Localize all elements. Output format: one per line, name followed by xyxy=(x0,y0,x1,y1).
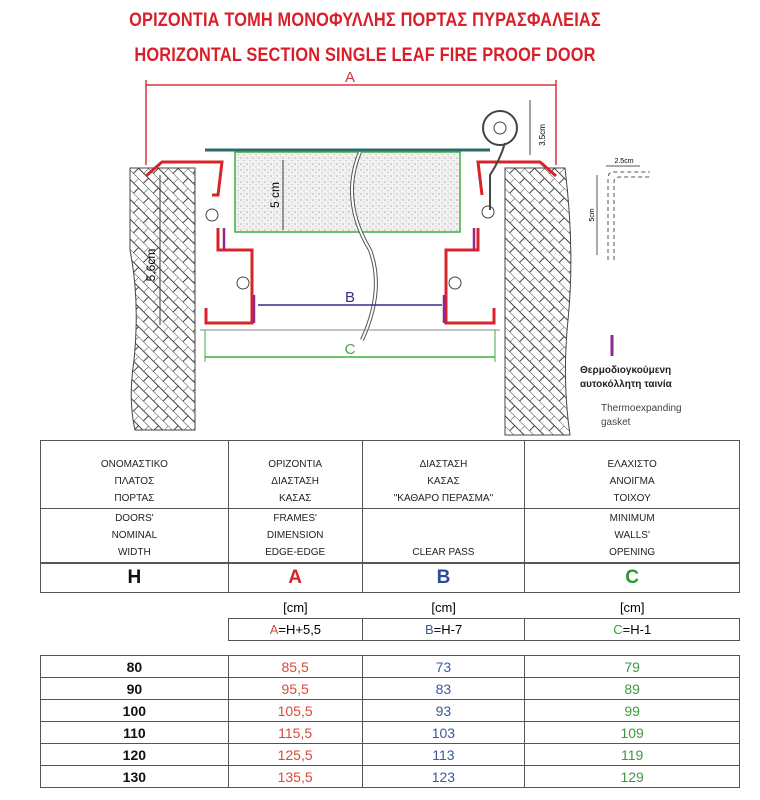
table-row xyxy=(41,700,740,722)
table-row xyxy=(41,722,740,744)
dimension-values-table xyxy=(40,655,740,788)
legend-greek-2: αυτοκόλλητη ταινία xyxy=(580,379,672,390)
formula-table xyxy=(228,596,740,641)
value-b: 93 xyxy=(362,700,525,722)
title-english: HORIZONTAL SECTION SINGLE LEAF FIRE PROOF DOOR xyxy=(134,45,596,66)
dim-detail-width: 2.5cm xyxy=(614,158,634,165)
dim-detail-height: 5cm xyxy=(589,208,596,222)
value-b: 83 xyxy=(362,678,525,700)
legend-greek-1: Θερμοδιογκούμενη xyxy=(580,365,672,376)
header-gr-h: ΟΝΟΜΑΣΤΙΚΟ ΠΛΑΤΟΣ ΠΟΡΤΑΣ xyxy=(41,441,229,509)
table-row xyxy=(41,766,740,788)
label-a: A xyxy=(344,69,356,86)
header-gr-b: ΔΙΑΣΤΑΣΗ ΚΑΣΑΣ "ΚΑΘΑΡΟ ΠΕΡΑΣΜΑ" xyxy=(362,441,525,509)
formula-a: A=H+5,5 xyxy=(229,619,363,641)
value-c: 129 xyxy=(525,766,740,788)
header-en-a: FRAMES' DIMENSION EDGE-EDGE xyxy=(228,509,362,564)
header-gr-a: ΟΡΙΖΟΝΤΙΑ ΔΙΑΣΤΑΣΗ ΚΑΣΑΣ xyxy=(228,441,362,509)
width-h: 80 xyxy=(41,656,229,678)
table-row xyxy=(41,678,740,700)
title-greek: ΟΡΙΖΟΝΤΙΑ ΤΟΜΗ ΜΟΝΟΦΥΛΛΗΣ ΠΟΡΤΑΣ ΠΥΡΑΣΦΑΛΕΙΑΣ xyxy=(129,10,601,31)
width-h: 100 xyxy=(41,700,229,722)
width-h: 120 xyxy=(41,744,229,766)
letter-c: C xyxy=(525,563,740,593)
dim-frame: 5,6cm xyxy=(144,248,158,282)
letter-a: A xyxy=(228,563,362,593)
header-row-letters xyxy=(41,563,740,593)
dim-hinge: 3.5cm xyxy=(538,124,547,146)
gasket-detail xyxy=(597,166,650,260)
formula-row xyxy=(229,619,740,641)
legend-english-1: Thermoexpanding xyxy=(601,403,682,414)
letter-b: B xyxy=(362,563,525,593)
value-a: 95,5 xyxy=(228,678,362,700)
formula-b: B=H-7 xyxy=(362,619,525,641)
value-a: 115,5 xyxy=(228,722,362,744)
units-row: [cm] [cm] [cm] xyxy=(283,599,645,615)
dim-leaf: 5 cm xyxy=(268,181,282,209)
value-c: 89 xyxy=(525,678,740,700)
label-c: C xyxy=(344,341,356,358)
header-row-greek xyxy=(41,441,740,509)
value-c: 99 xyxy=(525,700,740,722)
value-b: 73 xyxy=(362,656,525,678)
value-c: 119 xyxy=(525,744,740,766)
width-h: 130 xyxy=(41,766,229,788)
table-row xyxy=(41,656,740,678)
value-b: 103 xyxy=(362,722,525,744)
formula-c: C=H-1 xyxy=(525,619,740,641)
right-wall xyxy=(505,168,571,435)
header-en-c: MINIMUM WALLS' OPENING xyxy=(525,509,740,564)
value-a: 105,5 xyxy=(228,700,362,722)
value-b: 113 xyxy=(362,744,525,766)
value-c: 109 xyxy=(525,722,740,744)
header-row-english xyxy=(41,509,740,564)
width-h: 110 xyxy=(41,722,229,744)
table-row xyxy=(41,744,740,766)
legend-english-2: gasket xyxy=(601,417,631,428)
width-h: 90 xyxy=(41,678,229,700)
label-b: B xyxy=(344,289,356,306)
left-wall xyxy=(130,168,195,430)
value-b: 123 xyxy=(362,766,525,788)
dimension-header-table xyxy=(40,440,740,593)
letter-h: H xyxy=(41,563,229,593)
header-gr-c: ΕΛΑΧΙΣΤΟ ΑΝΟΙΓΜΑ ΤΟΙΧΟΥ xyxy=(525,441,740,509)
value-a: 135,5 xyxy=(228,766,362,788)
header-en-h: DOORS' NOMINAL WIDTH xyxy=(41,509,229,564)
value-a: 85,5 xyxy=(228,656,362,678)
value-c: 79 xyxy=(525,656,740,678)
header-en-b: CLEAR PASS xyxy=(362,509,525,564)
value-a: 125,5 xyxy=(228,744,362,766)
